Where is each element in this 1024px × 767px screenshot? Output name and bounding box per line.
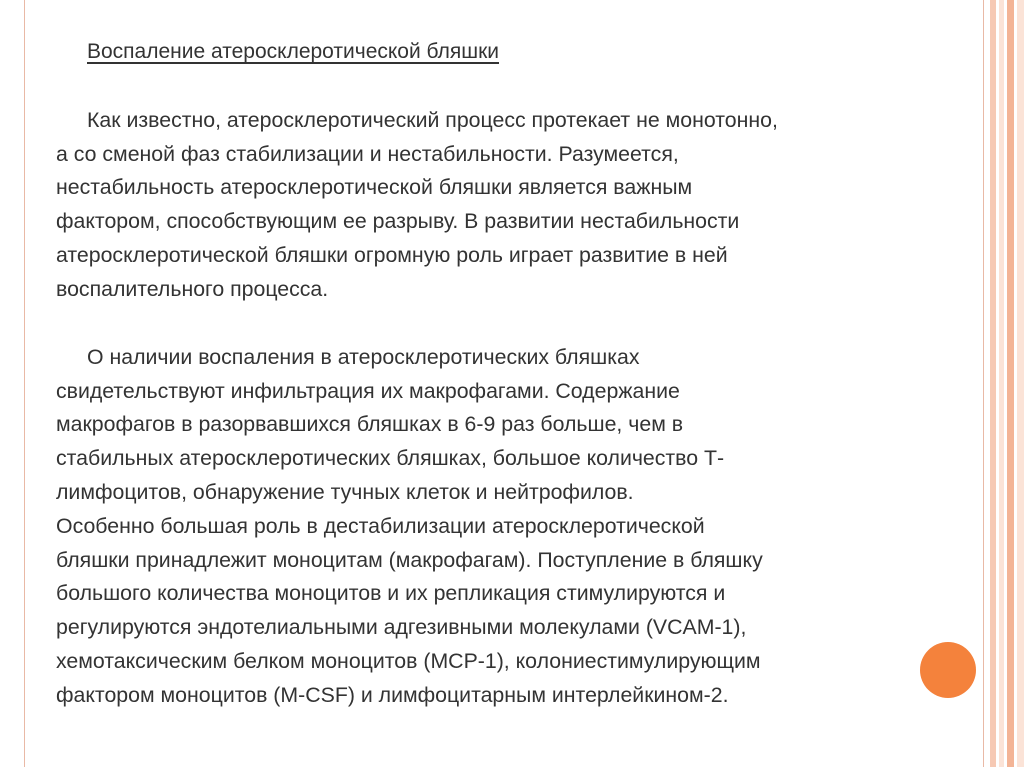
paragraph-2 (56, 341, 936, 510)
paragraph-line: лимфоцитов, обнаружение тучных клеток и нейтрофилов. (56, 479, 634, 504)
paragraph-line: Особенно большая роль в дестабилизации атеросклеротической (56, 514, 705, 538)
paragraph-line: стабильных атеросклеротических бляшках, большое количество Т- (56, 446, 725, 471)
slide-title: Воспаление атеросклеротической бляшки (87, 40, 500, 63)
paragraph-line: воспалительного процесса. (56, 276, 329, 301)
paragraph-line: фактором моноцитов (M-CSF) и лимфоцитарным интерлейкином-2. (56, 682, 729, 707)
paragraph-line: большого количества моноцитов и их репликация стимулируются и (56, 581, 726, 606)
paragraph-line: атеросклеротической бляшки огромную роль играет развитие в ней (56, 242, 728, 267)
paragraph-line: свидетельствуют инфильтрация их макрофагами. Содержание (56, 378, 680, 403)
paragraph-line: Как известно, атеросклеротический процесс протекает не монотонно, (87, 108, 778, 132)
paragraph-line: нестабильность атеросклеротической бляшки является важным (56, 175, 693, 200)
paragraph-line: макрофагов в разорвавшихся бляшках в 6-9 раз больше, чем в (56, 412, 684, 437)
paragraph-line: хемотаксическим белком моноцитов (МСР-1), колониестимулирующим (56, 648, 761, 673)
paragraph-3 (56, 510, 936, 712)
paragraph-line: а со сменой фаз стабилизации и нестабильности. Разумеется, (56, 141, 679, 166)
paragraph-1 (56, 104, 936, 306)
paragraph-line: О наличии воспаления в атеросклеротических бляшках (87, 345, 640, 369)
paragraph-line: бляшки принадлежит моноцитам (макрофагам). Поступление в бляшку (56, 547, 763, 572)
decorative-circle (920, 642, 976, 698)
paragraph-line: фактором, способствующим ее разрыву. В развитии нестабильности (56, 209, 740, 234)
paragraph-line: регулируются эндотелиальными адгезивными молекулами (VCAM-1), (56, 615, 747, 640)
